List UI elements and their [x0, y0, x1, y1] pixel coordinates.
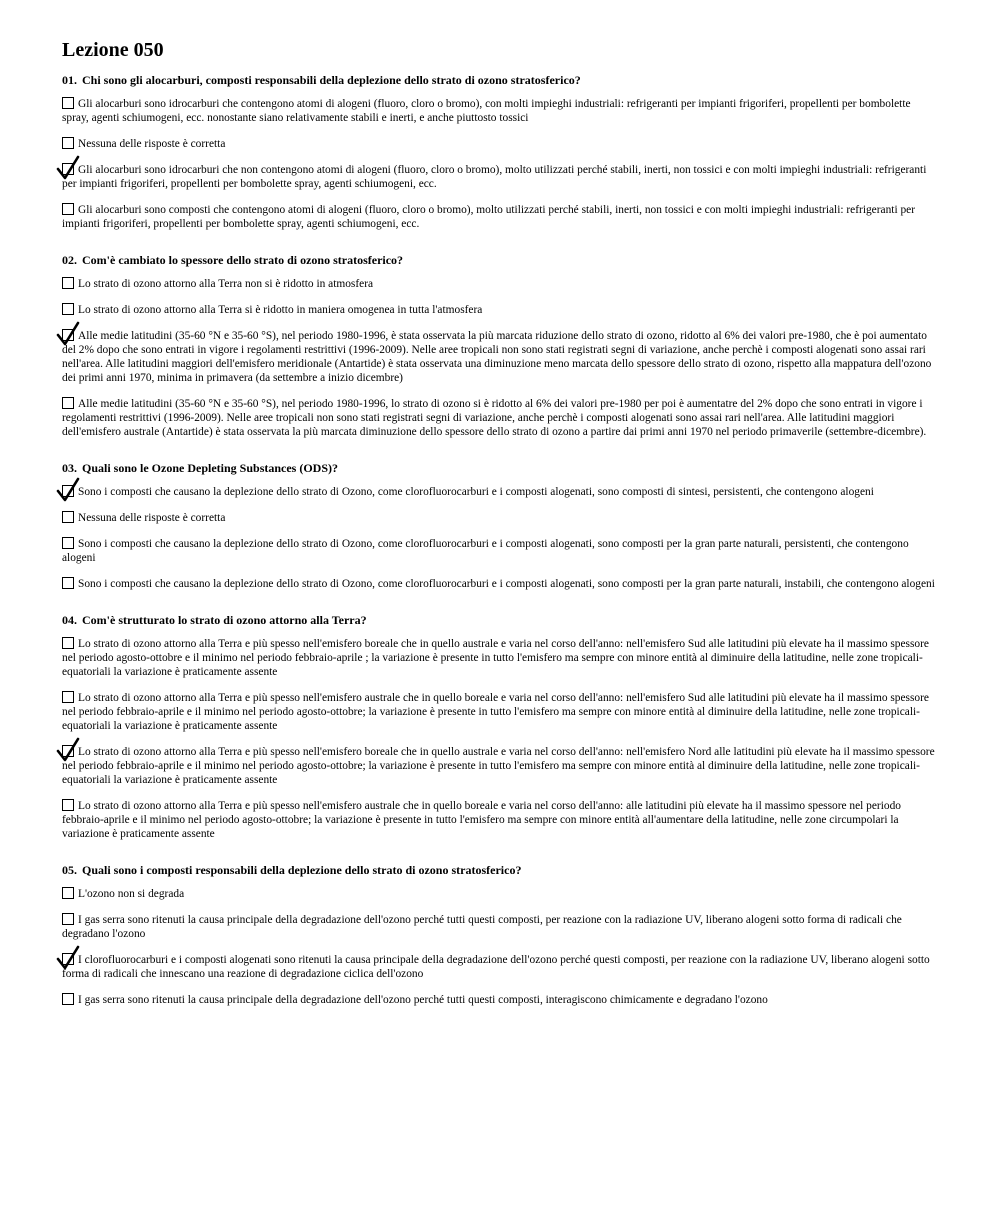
- question-block: [62, 863, 940, 1007]
- answer-checkbox[interactable]: [62, 691, 74, 703]
- answer-option[interactable]: [62, 577, 940, 591]
- question-title: [62, 461, 940, 476]
- answer-checkbox[interactable]: [62, 303, 74, 315]
- answer-checkbox[interactable]: [62, 329, 74, 341]
- answer-checkbox[interactable]: [62, 485, 74, 497]
- answer-text: Nessuna delle risposte è corretta: [78, 138, 226, 150]
- page-title: Lezione 050: [62, 39, 164, 61]
- question-title: [62, 863, 940, 878]
- answer-checkbox[interactable]: [62, 511, 74, 523]
- answer-option[interactable]: [62, 397, 940, 439]
- answer-text: Alle medie latitudini (35-60 °N e 35-60 °S), nel periodo 1980-1996, lo strato di ozono si è ridotto al 6% dei valori pre-1980 per poi è aumentatre del 2% dopo che sono entrati in vigore i regolamenti restrittivi (1996-2009). Nelle aree tropicali non sono stati registrati segni di variazione, anche perchè i composti alogenati sono assai rari nell'area. Alle latitudini maggiori dell'emisfero australe (Antartide) è stata osservata la più marcata diminuzione dello spessore dello strato di ozono a partire dai primi anni 1970 nel periodo primaverile (settembre-dicembre).: [62, 398, 927, 438]
- answer-text: Lo strato di ozono attorno alla Terra e più spesso nell'emisfero boreale che in quello australe e varia nel corso dell'anno: nell'emisfero Nord alle latitudini più elevate ha il massimo spessore nel periodo febbraio-aprile e il minimo nel periodo agosto-ottobre; la variazione è presente in tutto l'emisfero ma sempre con minore entità al diminuire della latitudine, nelle zone tropicali-equatoriali la variazione è praticamente assente: [62, 746, 935, 786]
- answer-checkbox[interactable]: [62, 637, 74, 649]
- answer-checkbox[interactable]: [62, 163, 74, 175]
- question-text: Com'è strutturato lo strato di ozono attorno alla Terra?: [82, 613, 367, 627]
- question-title: [62, 613, 940, 628]
- question-number: 05.: [62, 863, 77, 877]
- answer-option[interactable]: [62, 993, 940, 1007]
- answer-option[interactable]: [62, 691, 940, 733]
- question-block: [62, 253, 940, 439]
- answer-option[interactable]: [62, 511, 940, 525]
- question-text: Quali sono le Ozone Depleting Substances (ODS)?: [82, 461, 339, 475]
- quiz-document: [62, 38, 940, 1029]
- question-number: 04.: [62, 613, 77, 627]
- answer-checkbox[interactable]: [62, 277, 74, 289]
- answer-checkbox[interactable]: [62, 537, 74, 549]
- answer-text: Sono i composti che causano la deplezione dello strato di Ozono, come clorofluorocarburi e i composti alogenati, sono composti per la gran parte naturali, persistenti, che contengono alogeni: [62, 538, 909, 564]
- question-text: Com'è cambiato lo spessore dello strato di ozono stratosferico?: [82, 253, 404, 267]
- answer-option[interactable]: [62, 953, 940, 981]
- answer-checkbox[interactable]: [62, 203, 74, 215]
- question-list: [62, 73, 940, 1007]
- answer-text: I gas serra sono ritenuti la causa principale della degradazione dell'ozono perché tutti questi composti, interagiscono chimicamente e degradano l'ozono: [78, 994, 768, 1006]
- answer-text: L'ozono non si degrada: [78, 888, 185, 900]
- answer-checkbox[interactable]: [62, 577, 74, 589]
- answer-text: Lo strato di ozono attorno alla Terra e più spesso nell'emisfero boreale che in quello australe e varia nel corso dell'anno: nell'emisfero Sud alle latitudini più elevate ha il massimo spessore nel periodo agosto-ottobre e il minimo nel periodo febbraio-aprile ; la variazione è presente in tutto l'emisfero ma sempre con minore entità al diminuire della latitudine, nelle zone tropicali-equatoriali la variazione è praticamente assente: [62, 638, 929, 678]
- answer-option[interactable]: [62, 97, 940, 125]
- answer-text: Alle medie latitudini (35-60 °N e 35-60 °S), nel periodo 1980-1996, è stata osservata la più marcata riduzione dello strato di ozono, ridotto al 6% dei valori pre-1980, che è poi aumentato del 2% dopo che sono entrati in vigore i regolamenti restrittivi (1996-2009). Nelle aree tropicali non sono stati registrati segni di variazione, anche perchè i composti alogenati sono assai rari nell'area. Alle latitudini maggiori dell'emisfero meridionale (Antartide) è stata osservata una diminuzione meno marcata dello spessore dello strato di ozono, rispetto alla mappatura dell'ozono dei primi anni 1970, minima in primavera (da settembre a inizio dicembre): [62, 330, 932, 384]
- question-block: [62, 461, 940, 591]
- answer-checkbox[interactable]: [62, 97, 74, 109]
- question-number: 01.: [62, 73, 77, 87]
- answer-option[interactable]: [62, 887, 940, 901]
- answer-text: Lo strato di ozono attorno alla Terra non si è ridotto in atmosfera: [78, 278, 374, 290]
- question-number: 03.: [62, 461, 77, 475]
- answer-text: Sono i composti che causano la deplezione dello strato di Ozono, come clorofluorocarburi e i composti alogenati, sono composti per la gran parte naturali, instabili, che contengono alogeni: [78, 578, 935, 590]
- answer-checkbox[interactable]: [62, 953, 74, 965]
- answer-text: Gli alocarburi sono idrocarburi che non contengono atomi di alogeni (fluoro, cloro o bromo), molto utilizzati perché stabili, inerti, non tossici e con molti impieghi industriali: refrigeranti per impianti frigoriferi, propellenti per bombolette spray, agenti schiumogeni, ecc.: [62, 164, 927, 190]
- answer-text: I gas serra sono ritenuti la causa principale della degradazione dell'ozono perché tutti questi composti, per reazione con la radiazione UV, liberano alogeni sotto forma di radicali che degradano l'ozono: [62, 914, 902, 940]
- answer-option[interactable]: [62, 745, 940, 787]
- answer-text: Gli alocarburi sono idrocarburi che contengono atomi di alogeni (fluoro, cloro o bromo), con molti impieghi industriali: refrigeranti per impianti frigoriferi, propellenti per bombolette spray, agenti schiumogeni, ecc. nonostante siano relativamente stabili e inerti, e anche piuttosto tossici: [62, 98, 911, 124]
- answer-option[interactable]: [62, 637, 940, 679]
- answer-checkbox[interactable]: [62, 137, 74, 149]
- question-text: Quali sono i composti responsabili della deplezione dello strato di ozono stratosferico?: [82, 863, 522, 877]
- answer-option[interactable]: [62, 203, 940, 231]
- answer-text: Nessuna delle risposte è corretta: [78, 512, 226, 524]
- answer-option[interactable]: [62, 163, 940, 191]
- answer-option[interactable]: [62, 303, 940, 317]
- answer-text: Gli alocarburi sono composti che contengono atomi di alogeni (fluoro, cloro o bromo), molto utilizzati perché stabili, inerti, non tossici e con molti impieghi industriali: refrigeranti per impianti frigoriferi, propellenti per bombolette spray, agenti schiumogeni, ecc.: [62, 204, 916, 230]
- question-number: 02.: [62, 253, 77, 267]
- answer-checkbox[interactable]: [62, 913, 74, 925]
- question-block: [62, 613, 940, 841]
- answer-option[interactable]: [62, 799, 940, 841]
- answer-checkbox[interactable]: [62, 799, 74, 811]
- answer-checkbox[interactable]: [62, 397, 74, 409]
- answer-checkbox[interactable]: [62, 745, 74, 757]
- answer-option[interactable]: [62, 329, 940, 385]
- answer-text: Lo strato di ozono attorno alla Terra e più spesso nell'emisfero australe che in quello boreale e varia nel corso dell'anno: alle latitudini più elevate ha il massimo spessore nel periodo febbraio-aprile e il minimo nel periodo agosto-ottobre; la variazione è presente in tutto l'emisfero ma sempre con minore entità all'aumentare della latitudine, nelle zone circumpolari la variazione è praticamente assente: [62, 800, 901, 840]
- answer-text: I clorofluorocarburi e i composti alogenati sono ritenuti la causa principale della degradazione dell'ozono perché questi composti, per reazione con la radiazione UV, liberano alogeni sotto forma di radicali che innescano una reazione di degradazione ciclica dell'ozono: [62, 954, 930, 980]
- question-block: [62, 73, 940, 231]
- answer-option[interactable]: [62, 913, 940, 941]
- answer-option[interactable]: [62, 137, 940, 151]
- answer-text: Lo strato di ozono attorno alla Terra e più spesso nell'emisfero australe che in quello boreale e varia nel corso dell'anno: nell'emisfero Sud alle latitudini più elevate ha il massimo spessore nel periodo febbraio-aprile e il minimo nel periodo agosto-ottobre; la variazione è presente in tutto l'emisfero ma sempre con minore entità al diminuire della latitudine, nelle zone tropicali-equatoriali la variazione è praticamente assente: [62, 692, 929, 732]
- answer-checkbox[interactable]: [62, 887, 74, 899]
- answer-checkbox[interactable]: [62, 993, 74, 1005]
- answer-option[interactable]: [62, 485, 940, 499]
- answer-option[interactable]: [62, 277, 940, 291]
- question-title: [62, 253, 940, 268]
- question-text: Chi sono gli alocarburi, composti responsabili della deplezione dello strato di ozono stratosferico?: [82, 73, 581, 87]
- answer-option[interactable]: [62, 537, 940, 565]
- answer-text: Sono i composti che causano la deplezione dello strato di Ozono, come clorofluorocarburi e i composti alogenati, sono composti di sintesi, persistenti, che contengono alogeni: [78, 486, 874, 498]
- question-title: [62, 73, 940, 88]
- answer-text: Lo strato di ozono attorno alla Terra si è ridotto in maniera omogenea in tutta l'atmosfera: [78, 304, 483, 316]
